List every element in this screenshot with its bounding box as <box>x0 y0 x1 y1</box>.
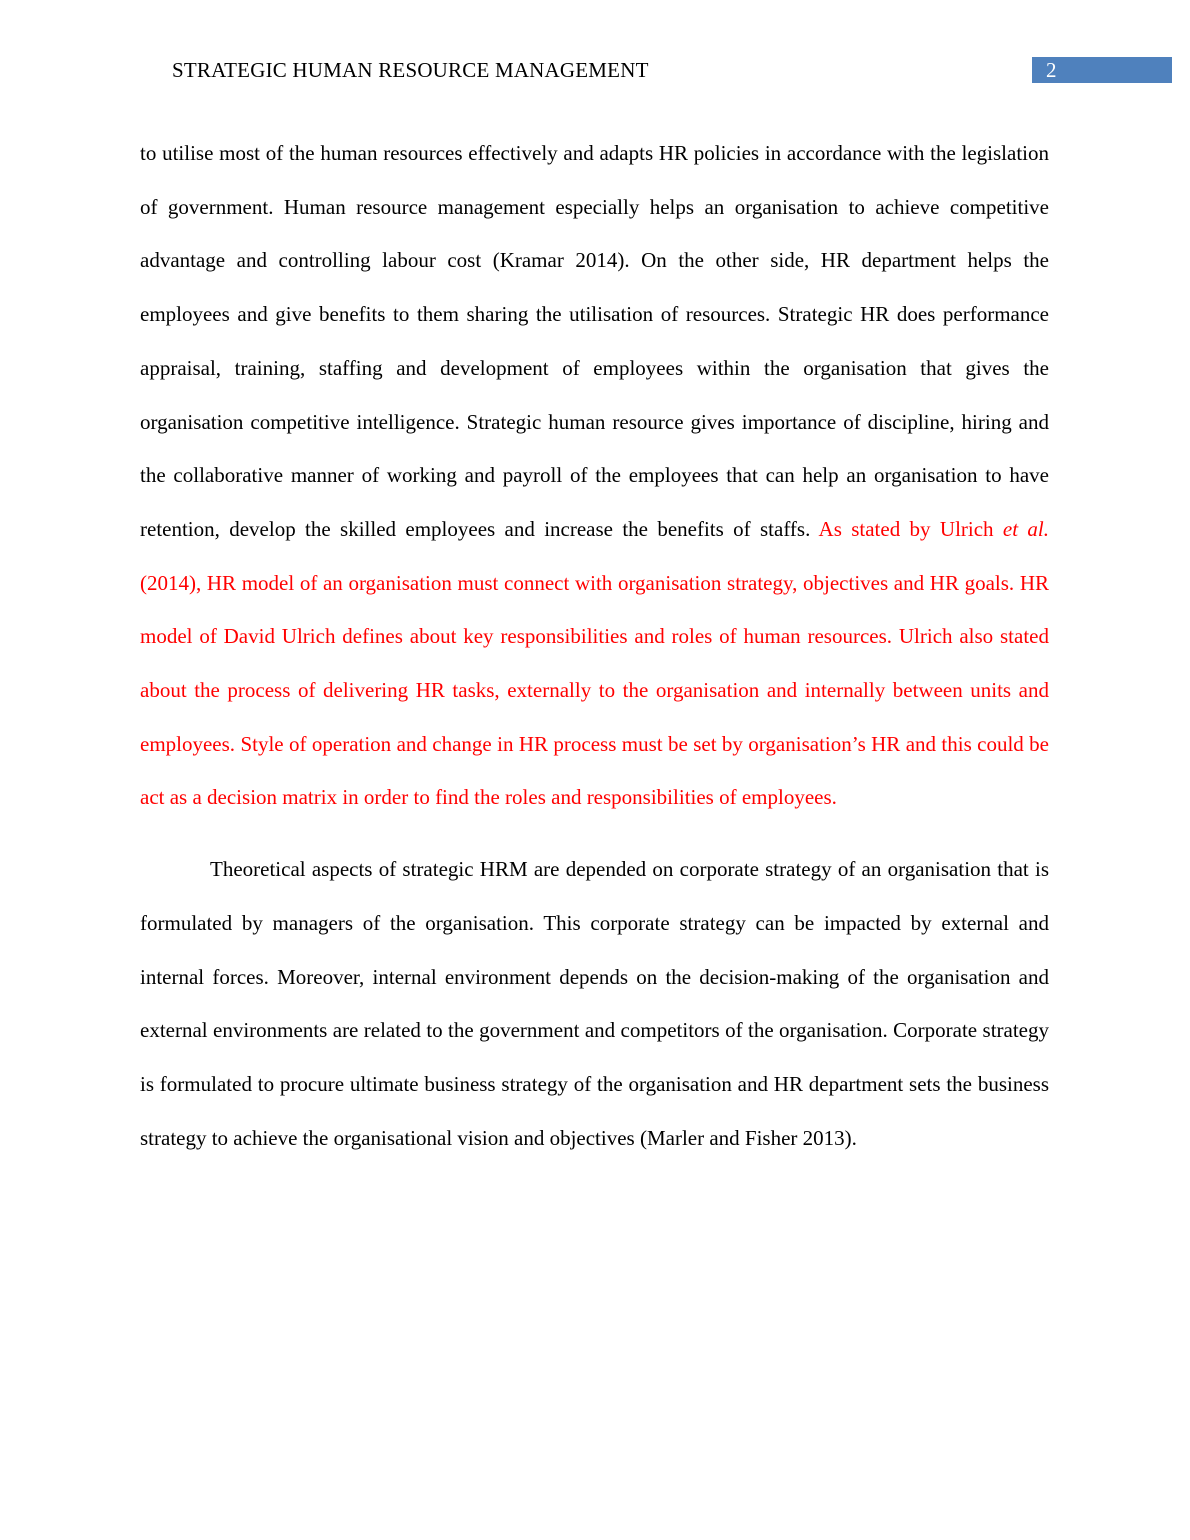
highlighted-passage: (2014), HR model of an organisation must connect with organisation strategy, objectives and HR goals. HR model of David Ulrich defines about key responsibilities and roles of human resources. Ulrich also stated about the process of delivering HR tasks, externally to the organisation and internally between units and employees. Style of operation and change in HR process must be set by organisation’s HR and this could be act as a decision matrix in order to find the roles and responsibilities of employees. <box>140 570 1049 810</box>
page-number-bar <box>1032 57 1172 83</box>
citation-et-al: et al. <box>1002 516 1050 541</box>
paragraph-2: Theoretical aspects of strategic HRM are depended on corporate strategy of an organisation that is formulated by managers of the organisation. This corporate strategy can be impacted by external and internal forces. Moreover, internal environment depends on the decision-making of the organisation and external environments are related to the government and competitors of the organisation. Corporate strategy is formulated to procure ultimate business strategy of the organisation and HR department sets the business strategy to achieve the organisational vision and objectives (Marler and Fisher 2013). <box>140 857 1049 1150</box>
citation-ulrich-lead: As stated by Ulrich <box>818 516 994 541</box>
paragraph-1 <box>140 127 1049 825</box>
page-number: 2 <box>1046 58 1057 82</box>
document-body <box>140 127 1049 1165</box>
running-head-title: STRATEGIC HUMAN RESOURCE MANAGEMENT <box>172 58 649 82</box>
paragraph-1-text: to utilise most of the human resources effectively and adapts HR policies in accordance with the legislation of government. Human resource management especially helps an organisation to achieve competitive advantage and controlling labour cost (Kramar 2014). On the other side, HR department helps the employees and give benefits to them sharing the utilisation of resources. Strategic HR does performance appraisal, training, staffing and development of employees within the organisation that gives the organisation competitive intelligence. Strategic human resource gives importance of discipline, hiring and the collaborative manner of working and payroll of the employees that can help an organisation to have retention, develop the skilled employees and increase the benefits of staffs. <box>140 141 1049 541</box>
